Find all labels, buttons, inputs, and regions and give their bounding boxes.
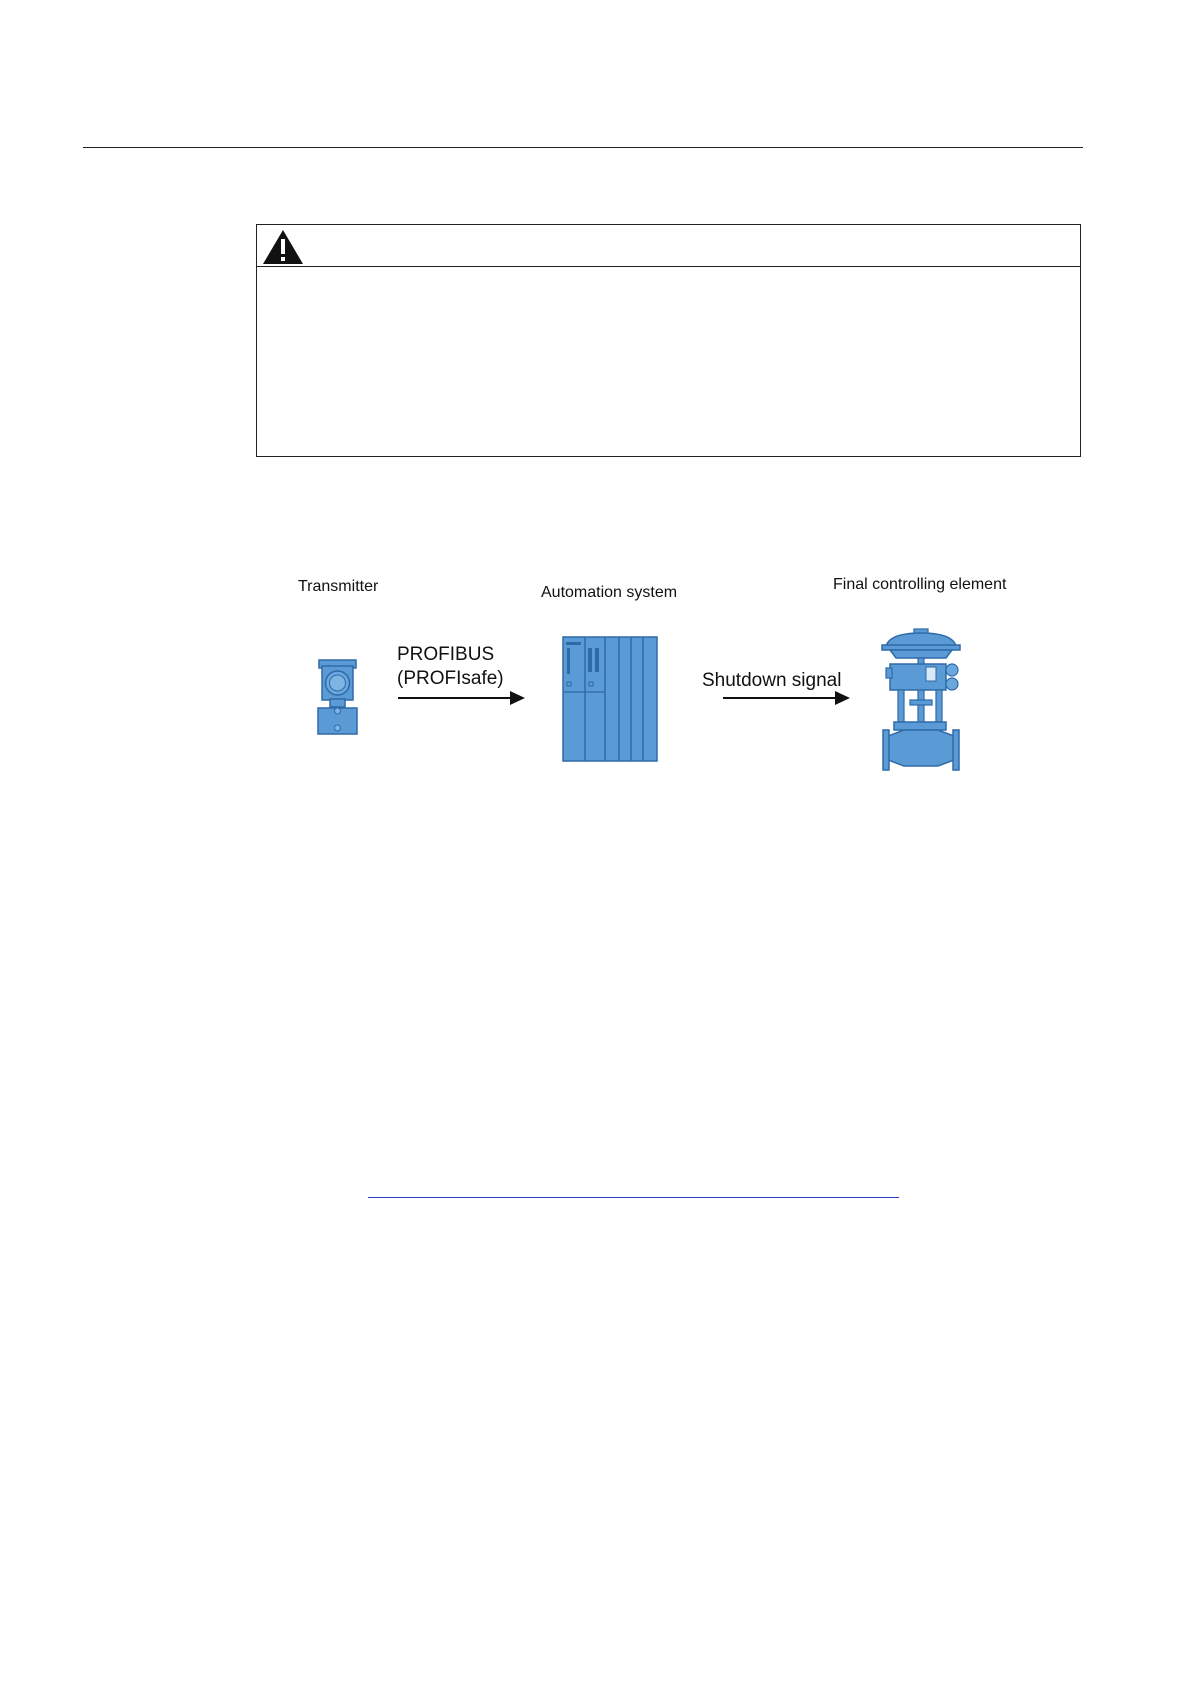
- control-valve-icon: [880, 628, 962, 772]
- final-controlling-element-label: Final controlling element: [833, 576, 1007, 593]
- profisafe-label: (PROFIsafe): [397, 668, 504, 689]
- transmitter-label: Transmitter: [298, 578, 379, 595]
- shutdown-arrow: [723, 690, 851, 706]
- warning-header: [257, 225, 1080, 267]
- header-rule: [83, 147, 1083, 148]
- warning-box: [256, 224, 1081, 457]
- transmitter-icon: [316, 658, 360, 736]
- automation-system-label: Automation system: [541, 584, 678, 601]
- automation-system-icon: [562, 636, 658, 762]
- link-underline[interactable]: [368, 1197, 899, 1198]
- shutdown-signal-label: Shutdown signal: [702, 670, 842, 691]
- profibus-label: PROFIBUS: [397, 644, 495, 665]
- warning-triangle-icon: [262, 229, 304, 265]
- profibus-arrow: [398, 690, 526, 706]
